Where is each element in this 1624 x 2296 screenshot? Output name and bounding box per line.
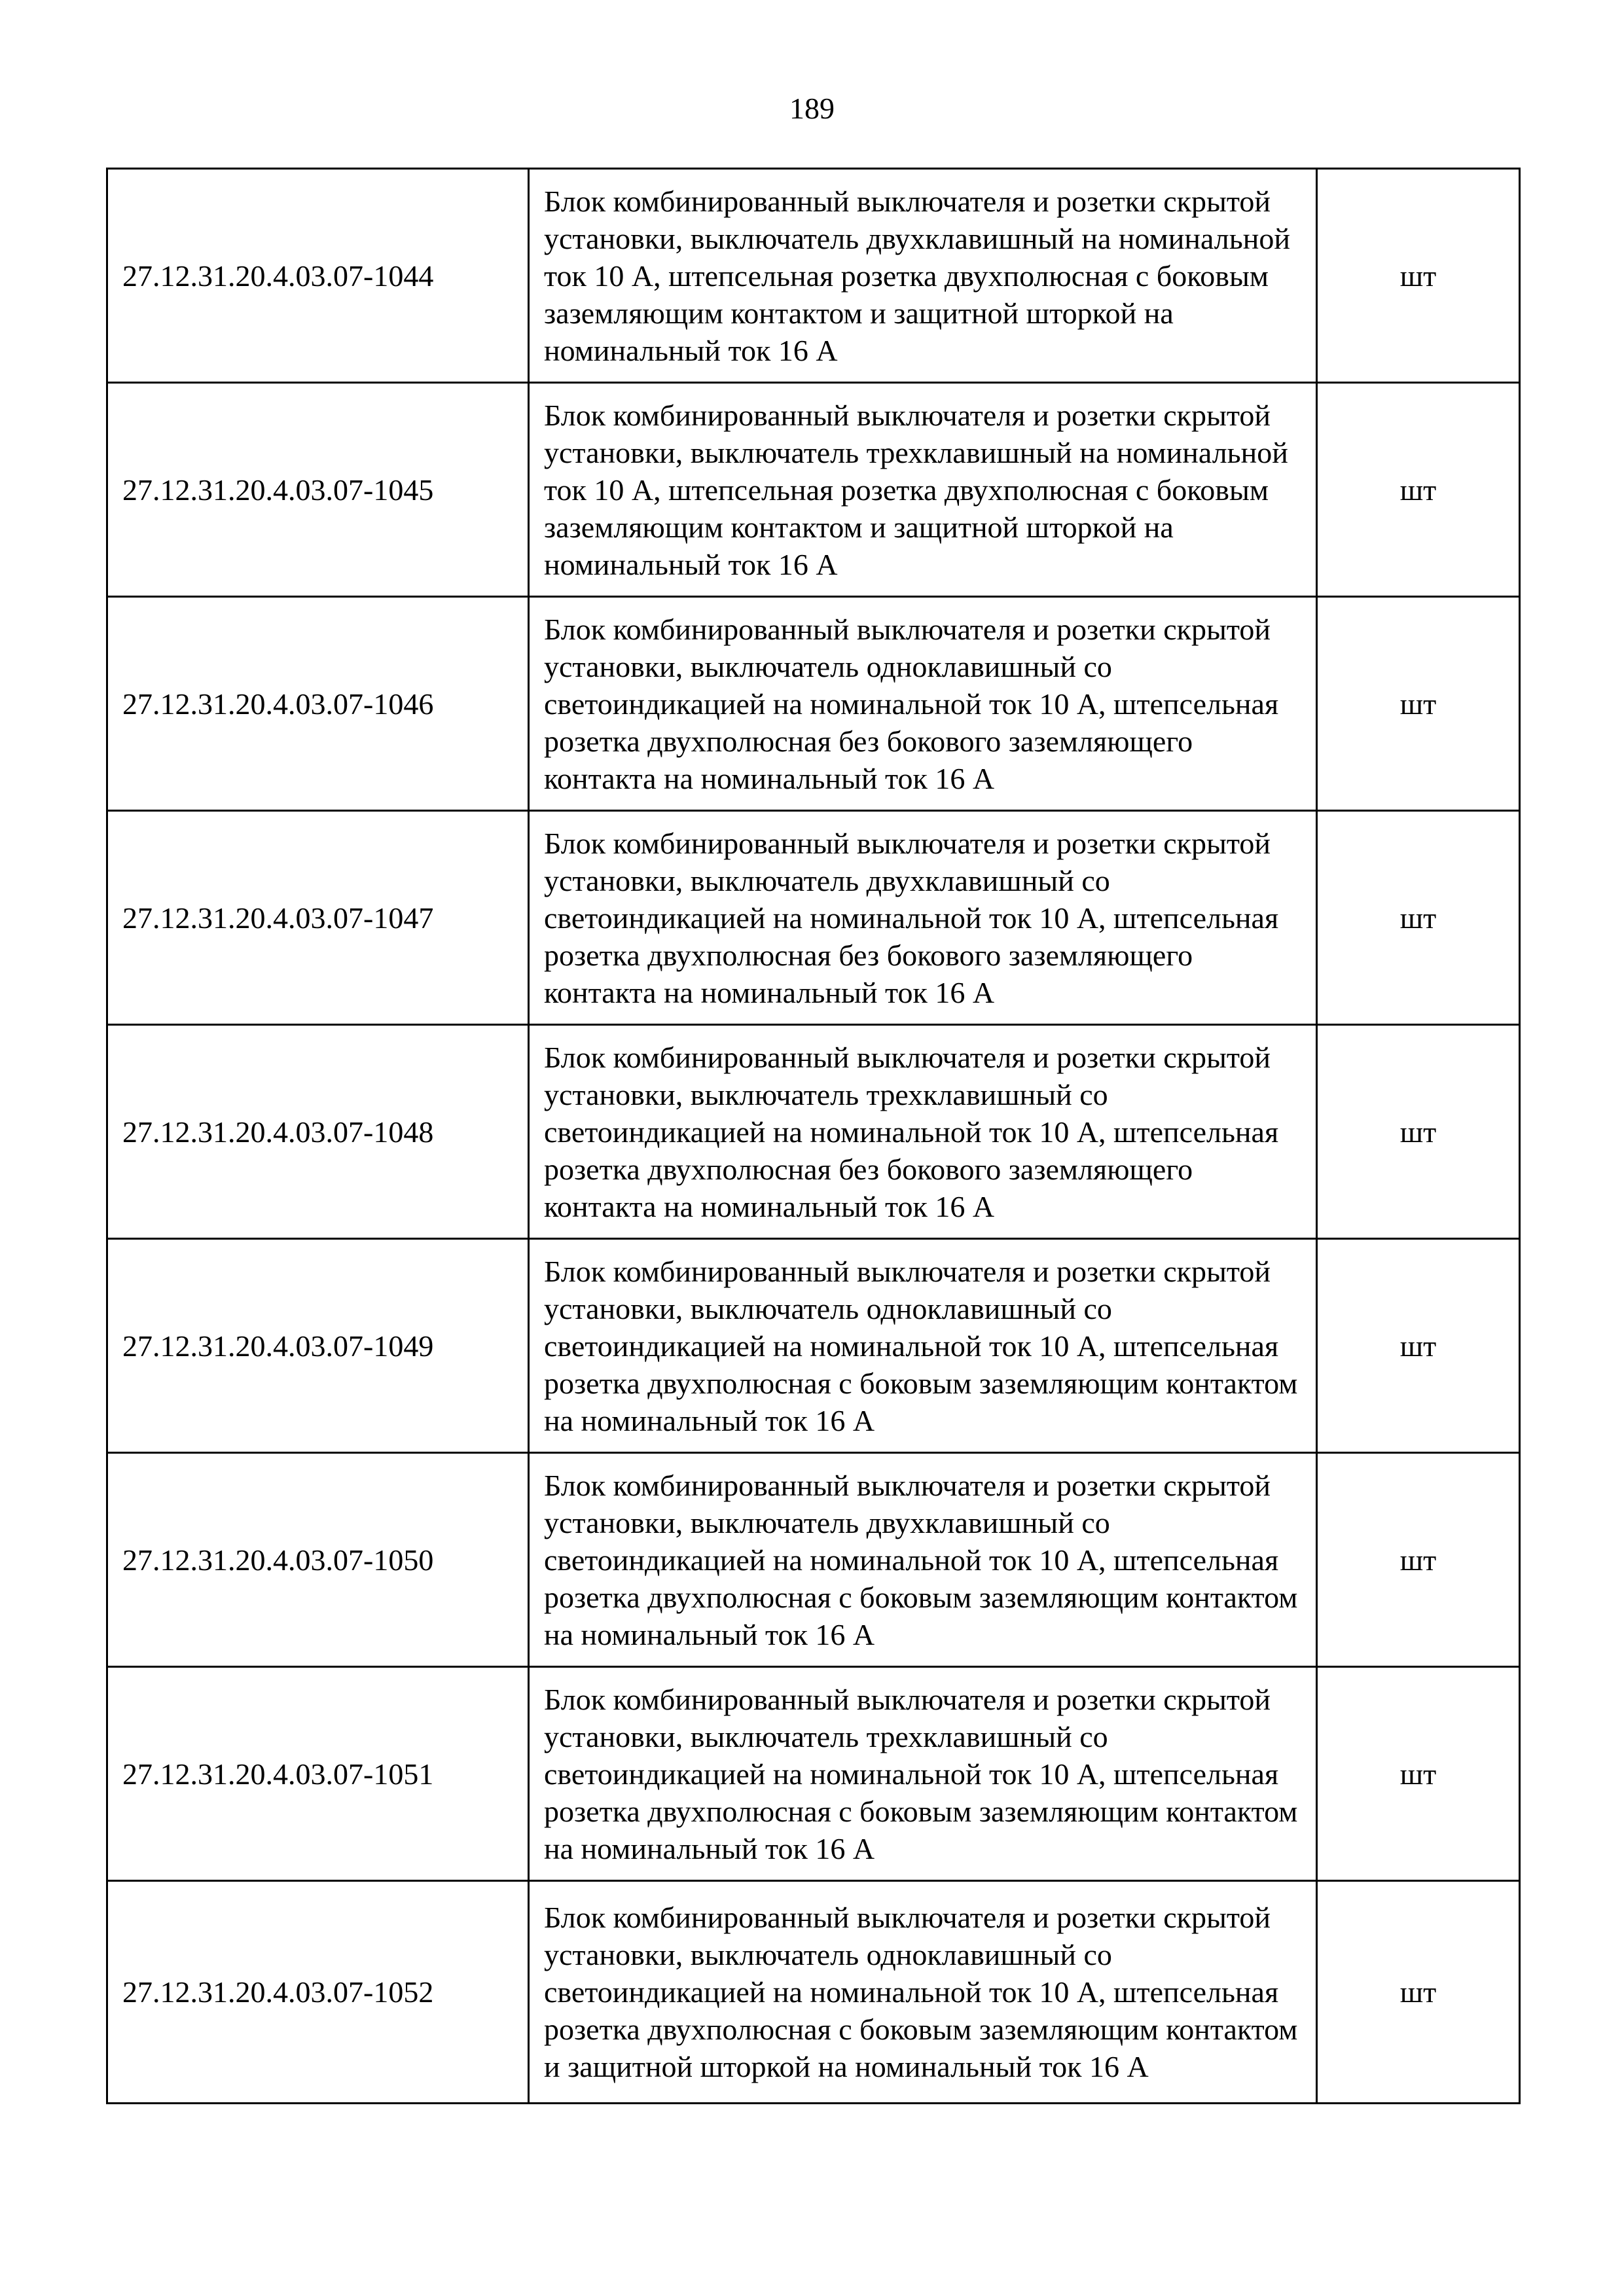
table-row — [107, 597, 1520, 811]
item-unit: шт — [1317, 1453, 1520, 1667]
table-row — [107, 1025, 1520, 1239]
table-row — [107, 1667, 1520, 1881]
table-row — [107, 811, 1520, 1025]
item-name: Блок комбинированный выключателя и розетки скрытой установки, выключатель трехклавишный со светоиндикацией на номинальной ток 10 А, штепсельная розетка двухполюсная без бокового заземляющего контакта на номинальный ток 16 А — [529, 1025, 1317, 1239]
item-unit: шт — [1317, 1025, 1520, 1239]
item-code: 27.12.31.20.4.03.07-1051 — [107, 1667, 529, 1881]
item-code: 27.12.31.20.4.03.07-1052 — [107, 1881, 529, 2104]
item-code: 27.12.31.20.4.03.07-1049 — [107, 1239, 529, 1453]
item-name: Блок комбинированный выключателя и розетки скрытой установки, выключатель трехклавишный со светоиндикацией на номинальной ток 10 А, штепсельная розетка двухполюсная с боковым заземляющим контактом на номинальный ток 16 А — [529, 1667, 1317, 1881]
table-row — [107, 1881, 1520, 2104]
item-unit: шт — [1317, 1881, 1520, 2104]
item-name: Блок комбинированный выключателя и розетки скрытой установки, выключатель одноклавишный со светоиндикацией на номинальной ток 10 А, штепсельная розетка двухполюсная с боковым заземляющим контактом на номинальный ток 16 А — [529, 1239, 1317, 1453]
item-code: 27.12.31.20.4.03.07-1045 — [107, 383, 529, 597]
item-name: Блок комбинированный выключателя и розетки скрытой установки, выключатель двухклавишный на номинальной ток 10 А, штепсельная розетка двухполюсная с боковым заземляющим контактом и защитной шторкой на номинальный ток 16 А — [529, 169, 1317, 383]
item-code: 27.12.31.20.4.03.07-1046 — [107, 597, 529, 811]
item-name: Блок комбинированный выключателя и розетки скрытой установки, выключатель двухклавишный со светоиндикацией на номинальной ток 10 А, штепсельная розетка двухполюсная с боковым заземляющим контактом на номинальный ток 16 А — [529, 1453, 1317, 1667]
item-code: 27.12.31.20.4.03.07-1047 — [107, 811, 529, 1025]
items-table — [106, 168, 1521, 2104]
table-row — [107, 383, 1520, 597]
item-unit: шт — [1317, 1667, 1520, 1881]
item-unit: шт — [1317, 811, 1520, 1025]
item-name: Блок комбинированный выключателя и розетки скрытой установки, выключатель одноклавишный со светоиндикацией на номинальной ток 10 А, штепсельная розетка двухполюсная с боковым заземляющим контактом и защитной шторкой на номинальный ток 16 А — [529, 1881, 1317, 2104]
item-unit: шт — [1317, 597, 1520, 811]
item-name: Блок комбинированный выключателя и розетки скрытой установки, выключатель двухклавишный со светоиндикацией на номинальной ток 10 А, штепсельная розетка двухполюсная без бокового заземляющего контакта на номинальный ток 16 А — [529, 811, 1317, 1025]
item-unit: шт — [1317, 383, 1520, 597]
item-name: Блок комбинированный выключателя и розетки скрытой установки, выключатель трехклавишный на номинальной ток 10 А, штепсельная розетка двухполюсная с боковым заземляющим контактом и защитной шторкой на номинальный ток 16 А — [529, 383, 1317, 597]
table-row — [107, 1453, 1520, 1667]
item-code: 27.12.31.20.4.03.07-1048 — [107, 1025, 529, 1239]
item-name: Блок комбинированный выключателя и розетки скрытой установки, выключатель одноклавишный со светоиндикацией на номинальной ток 10 А, штепсельная розетка двухполюсная без бокового заземляющего контакта на номинальный ток 16 А — [529, 597, 1317, 811]
item-unit: шт — [1317, 169, 1520, 383]
item-code: 27.12.31.20.4.03.07-1050 — [107, 1453, 529, 1667]
page-number: 189 — [789, 92, 835, 125]
table-row — [107, 169, 1520, 383]
item-unit: шт — [1317, 1239, 1520, 1453]
item-code: 27.12.31.20.4.03.07-1044 — [107, 169, 529, 383]
table-row — [107, 1239, 1520, 1453]
